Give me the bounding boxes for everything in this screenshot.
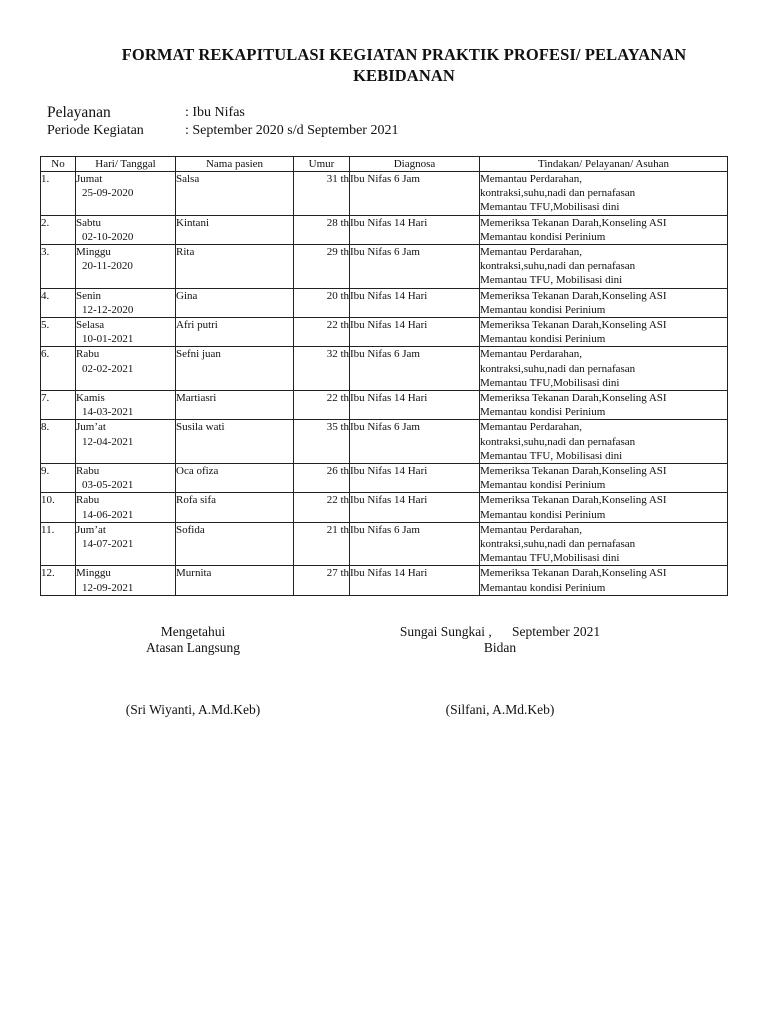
cell-tindakan-text: Memantau Perdarahan, <box>480 348 583 361</box>
cell-umur-text: 21 th <box>326 523 349 536</box>
cell-tindakan-text: Memantau Perdarahan, <box>480 523 583 536</box>
table-row <box>41 172 728 216</box>
meta-label: Pelayanan <box>47 104 111 121</box>
cell-diagnosa <box>350 245 480 289</box>
column-header: Nama pasien <box>176 157 294 172</box>
cell-hari-tanggal <box>76 245 176 289</box>
signature-line: Bidan <box>483 640 517 655</box>
cell-nama-pasien <box>176 522 294 566</box>
cell-diagnosa-text: Ibu Nifas 6 Jam <box>350 421 420 434</box>
cell-nama-pasien <box>176 464 294 493</box>
signatory-name: (Silfani, A.Md.Keb) <box>445 702 555 717</box>
cell-hari-tanggal-text: 10-01-2021 <box>82 333 134 346</box>
column-header: No <box>41 157 76 172</box>
cell-diagnosa <box>350 215 480 244</box>
table-row <box>41 318 728 347</box>
cell-hari-tanggal <box>76 566 176 595</box>
cell-hari-tanggal-text: Selasa <box>76 319 105 332</box>
signature-line: Atasan Langsung <box>145 640 241 655</box>
cell-hari-tanggal-text: Rabu <box>76 465 100 478</box>
cell-no-text: 11. <box>41 523 55 536</box>
cell-diagnosa-text: Ibu Nifas 14 Hari <box>350 567 428 580</box>
cell-hari-tanggal-text: 02-10-2020 <box>82 230 134 243</box>
cell-diagnosa-text: Ibu Nifas 14 Hari <box>350 289 428 302</box>
cell-diagnosa-text: Ibu Nifas 14 Hari <box>350 216 428 229</box>
cell-no <box>41 215 76 244</box>
cell-diagnosa <box>350 391 480 420</box>
cell-hari-tanggal-text: 12-12-2020 <box>82 303 134 316</box>
cell-hari-tanggal <box>76 493 176 522</box>
cell-hari-tanggal-text: Kamis <box>76 392 105 405</box>
cell-hari-tanggal-text: 14-07-2021 <box>82 538 134 551</box>
cell-no <box>41 420 76 464</box>
meta-row-periode <box>47 122 398 140</box>
cell-hari-tanggal-text: 12-09-2021 <box>82 581 134 594</box>
cell-nama-pasien <box>176 172 294 216</box>
cell-tindakan <box>480 391 728 420</box>
cell-umur <box>294 420 350 464</box>
cell-no-text: 6. <box>41 348 50 361</box>
cell-hari-tanggal-text: 14-06-2021 <box>82 508 134 521</box>
cell-umur <box>294 566 350 595</box>
signature-line: Sungai Sungkai , September 2021 <box>399 624 601 639</box>
cell-no-text: 9. <box>41 465 50 478</box>
cell-hari-tanggal-text: Minggu <box>76 567 111 580</box>
cell-tindakan <box>480 288 728 317</box>
cell-diagnosa <box>350 347 480 391</box>
cell-tindakan-text: Memantau kondisi Perinium <box>480 230 606 243</box>
cell-diagnosa-text: Ibu Nifas 14 Hari <box>350 494 428 507</box>
cell-tindakan-text: Memantau kondisi Perinium <box>480 303 606 316</box>
cell-tindakan-text: Memantau TFU,Mobilisasi dini <box>480 201 620 214</box>
cell-no-text: 7. <box>41 392 50 405</box>
cell-hari-tanggal <box>76 318 176 347</box>
cell-hari-tanggal-text: 25-09-2020 <box>82 187 134 200</box>
cell-hari-tanggal <box>76 288 176 317</box>
cell-umur <box>294 288 350 317</box>
cell-diagnosa <box>350 493 480 522</box>
document-meta <box>47 104 398 140</box>
cell-no-text: 5. <box>41 319 50 332</box>
cell-umur <box>294 172 350 216</box>
cell-no <box>41 493 76 522</box>
cell-nama-pasien <box>176 288 294 317</box>
cell-tindakan-text: Memantau kondisi Perinium <box>480 581 606 594</box>
cell-umur <box>294 522 350 566</box>
cell-diagnosa <box>350 318 480 347</box>
cell-umur-text: 31 th <box>326 173 349 185</box>
cell-umur-text: 20 th <box>326 289 349 302</box>
cell-tindakan-text: kontraksi,suhu,nadi dan pernafasan <box>480 260 636 273</box>
cell-no <box>41 172 76 216</box>
cell-hari-tanggal-text: 20-11-2020 <box>82 260 133 273</box>
cell-nama-pasien-text: Rita <box>176 246 195 259</box>
cell-hari-tanggal-text: 12-04-2021 <box>82 435 134 448</box>
cell-tindakan-text: Memantau TFU, Mobilisasi dini <box>480 274 623 287</box>
cell-hari-tanggal-text: Jumat <box>76 173 103 185</box>
cell-umur-text: 27 th <box>326 567 349 580</box>
cell-tindakan-text: Memantau TFU, Mobilisasi dini <box>480 449 623 462</box>
table-row <box>41 464 728 493</box>
column-header: Umur <box>294 157 350 172</box>
cell-hari-tanggal-text: Jum’at <box>76 523 106 536</box>
column-header: Diagnosa <box>350 157 480 172</box>
cell-hari-tanggal <box>76 420 176 464</box>
cell-hari-tanggal <box>76 172 176 216</box>
cell-tindakan <box>480 172 728 216</box>
cell-umur <box>294 493 350 522</box>
cell-tindakan-text: Memantau Perdarahan, <box>480 173 583 185</box>
cell-no <box>41 347 76 391</box>
cell-umur <box>294 318 350 347</box>
cell-diagnosa <box>350 420 480 464</box>
document-title <box>40 44 768 86</box>
table-row <box>41 566 728 595</box>
cell-no <box>41 391 76 420</box>
table-body <box>41 172 728 596</box>
cell-tindakan <box>480 215 728 244</box>
cell-no-text: 2. <box>41 216 50 229</box>
cell-hari-tanggal-text: Sabtu <box>76 216 102 229</box>
cell-tindakan-text: Memantau kondisi Perinium <box>480 333 606 346</box>
meta-value: : Ibu Nifas <box>185 105 245 120</box>
cell-diagnosa <box>350 172 480 216</box>
cell-hari-tanggal <box>76 522 176 566</box>
cell-tindakan-text: Memeriksa Tekanan Darah,Konseling ASI <box>480 216 667 229</box>
cell-umur-text: 22 th <box>326 494 349 507</box>
meta-value: : September 2020 s/d September 2021 <box>185 123 399 138</box>
meta-label: Periode Kegiatan <box>47 123 144 138</box>
cell-tindakan-text: Memantau Perdarahan, <box>480 246 583 259</box>
cell-umur-text: 35 th <box>326 421 349 434</box>
cell-tindakan-text: Memeriksa Tekanan Darah,Konseling ASI <box>480 494 667 507</box>
cell-hari-tanggal-text: Senin <box>76 289 102 302</box>
cell-no-text: 8. <box>41 421 50 434</box>
table-row <box>41 493 728 522</box>
cell-diagnosa <box>350 566 480 595</box>
cell-no <box>41 522 76 566</box>
cell-tindakan-text: kontraksi,suhu,nadi dan pernafasan <box>480 435 636 448</box>
cell-hari-tanggal-text: Rabu <box>76 348 100 361</box>
cell-tindakan <box>480 347 728 391</box>
cell-nama-pasien-text: Martiasri <box>176 392 217 405</box>
table-row <box>41 522 728 566</box>
cell-tindakan-text: kontraksi,suhu,nadi dan pernafasan <box>480 362 636 375</box>
signature-line: Mengetahui <box>160 624 226 639</box>
cell-hari-tanggal-text: Rabu <box>76 494 100 507</box>
cell-nama-pasien <box>176 391 294 420</box>
cell-nama-pasien-text: Oca ofiza <box>176 465 219 478</box>
cell-tindakan-text: kontraksi,suhu,nadi dan pernafasan <box>480 538 636 551</box>
cell-nama-pasien <box>176 245 294 289</box>
cell-nama-pasien-text: Sefni juan <box>176 348 221 361</box>
cell-umur-text: 32 th <box>326 348 349 361</box>
table-row <box>41 420 728 464</box>
cell-nama-pasien <box>176 215 294 244</box>
cell-diagnosa <box>350 464 480 493</box>
cell-nama-pasien <box>176 318 294 347</box>
recap-table <box>40 156 728 596</box>
table-row <box>41 288 728 317</box>
title-line: KEBIDANAN <box>353 66 455 85</box>
cell-umur-text: 22 th <box>326 392 349 405</box>
cell-hari-tanggal <box>76 464 176 493</box>
cell-nama-pasien <box>176 420 294 464</box>
cell-hari-tanggal-text: 03-05-2021 <box>82 479 134 492</box>
cell-tindakan-text: Memantau TFU,Mobilisasi dini <box>480 376 620 389</box>
cell-nama-pasien <box>176 566 294 595</box>
cell-no <box>41 288 76 317</box>
cell-hari-tanggal <box>76 347 176 391</box>
cell-nama-pasien-text: Gina <box>176 289 198 302</box>
signature-block-left <box>93 624 293 718</box>
cell-umur <box>294 245 350 289</box>
cell-umur <box>294 215 350 244</box>
meta-row-pelayanan <box>47 104 398 122</box>
cell-diagnosa-text: Ibu Nifas 6 Jam <box>350 173 420 185</box>
cell-nama-pasien-text: Afri putri <box>176 319 218 332</box>
table-header-row <box>41 157 728 172</box>
cell-no <box>41 318 76 347</box>
cell-tindakan-text: Memantau kondisi Perinium <box>480 508 606 521</box>
cell-nama-pasien-text: Kintani <box>176 216 209 229</box>
cell-hari-tanggal-text: 14-03-2021 <box>82 406 134 419</box>
cell-tindakan <box>480 566 728 595</box>
cell-diagnosa-text: Ibu Nifas 14 Hari <box>350 319 428 332</box>
cell-nama-pasien <box>176 347 294 391</box>
cell-diagnosa-text: Ibu Nifas 14 Hari <box>350 392 428 405</box>
table-row <box>41 245 728 289</box>
cell-tindakan-text: Memeriksa Tekanan Darah,Konseling ASI <box>480 319 667 332</box>
cell-nama-pasien-text: Murnita <box>176 567 212 580</box>
cell-no-text: 1. <box>41 173 50 185</box>
cell-umur-text: 28 th <box>326 216 349 229</box>
cell-nama-pasien <box>176 493 294 522</box>
cell-diagnosa-text: Ibu Nifas 6 Jam <box>350 348 420 361</box>
cell-tindakan-text: kontraksi,suhu,nadi dan pernafasan <box>480 187 636 200</box>
cell-nama-pasien-text: Susila wati <box>176 421 225 434</box>
cell-tindakan-text: Memeriksa Tekanan Darah,Konseling ASI <box>480 465 667 478</box>
column-header: Hari/ Tanggal <box>76 157 176 172</box>
cell-umur-text: 22 th <box>326 319 349 332</box>
cell-tindakan-text: Memantau kondisi Perinium <box>480 406 606 419</box>
cell-umur <box>294 464 350 493</box>
cell-tindakan <box>480 464 728 493</box>
cell-diagnosa-text: Ibu Nifas 6 Jam <box>350 523 420 536</box>
cell-tindakan <box>480 318 728 347</box>
cell-umur-text: 26 th <box>326 465 349 478</box>
table-row <box>41 347 728 391</box>
cell-hari-tanggal <box>76 391 176 420</box>
cell-nama-pasien-text: Sofida <box>176 523 205 536</box>
cell-diagnosa <box>350 522 480 566</box>
cell-diagnosa-text: Ibu Nifas 14 Hari <box>350 465 428 478</box>
cell-diagnosa-text: Ibu Nifas 6 Jam <box>350 246 420 259</box>
cell-no-text: 3. <box>41 246 50 259</box>
cell-no <box>41 464 76 493</box>
cell-tindakan <box>480 493 728 522</box>
cell-tindakan-text: Memantau Perdarahan, <box>480 421 583 434</box>
cell-tindakan <box>480 245 728 289</box>
column-header: Tindakan/ Pelayanan/ Asuhan <box>480 157 728 172</box>
signatory-name: (Sri Wiyanti, A.Md.Keb) <box>125 702 261 717</box>
cell-diagnosa <box>350 288 480 317</box>
cell-no <box>41 566 76 595</box>
cell-no <box>41 245 76 289</box>
cell-tindakan <box>480 420 728 464</box>
cell-tindakan-text: Memantau kondisi Perinium <box>480 479 606 492</box>
cell-no-text: 4. <box>41 289 50 302</box>
cell-nama-pasien-text: Rofa sifa <box>176 494 217 507</box>
cell-nama-pasien-text: Salsa <box>176 173 200 185</box>
cell-tindakan-text: Memantau TFU,Mobilisasi dini <box>480 552 620 565</box>
cell-no-text: 10. <box>41 494 55 507</box>
cell-hari-tanggal-text: 02-02-2021 <box>82 362 134 375</box>
cell-umur <box>294 391 350 420</box>
cell-hari-tanggal <box>76 215 176 244</box>
cell-no-text: 12. <box>41 567 55 580</box>
cell-hari-tanggal-text: Minggu <box>76 246 111 259</box>
cell-umur <box>294 347 350 391</box>
table-row <box>41 391 728 420</box>
cell-hari-tanggal-text: Jum’at <box>76 421 106 434</box>
cell-tindakan-text: Memeriksa Tekanan Darah,Konseling ASI <box>480 392 667 405</box>
table-row <box>41 215 728 244</box>
cell-umur-text: 29 th <box>326 246 349 259</box>
cell-tindakan <box>480 522 728 566</box>
cell-tindakan-text: Memeriksa Tekanan Darah,Konseling ASI <box>480 567 667 580</box>
signature-block-right <box>395 624 605 718</box>
cell-tindakan-text: Memeriksa Tekanan Darah,Konseling ASI <box>480 289 667 302</box>
title-line: FORMAT REKAPITULASI KEGIATAN PRAKTIK PROFESI/ PELAYANAN <box>121 45 687 64</box>
